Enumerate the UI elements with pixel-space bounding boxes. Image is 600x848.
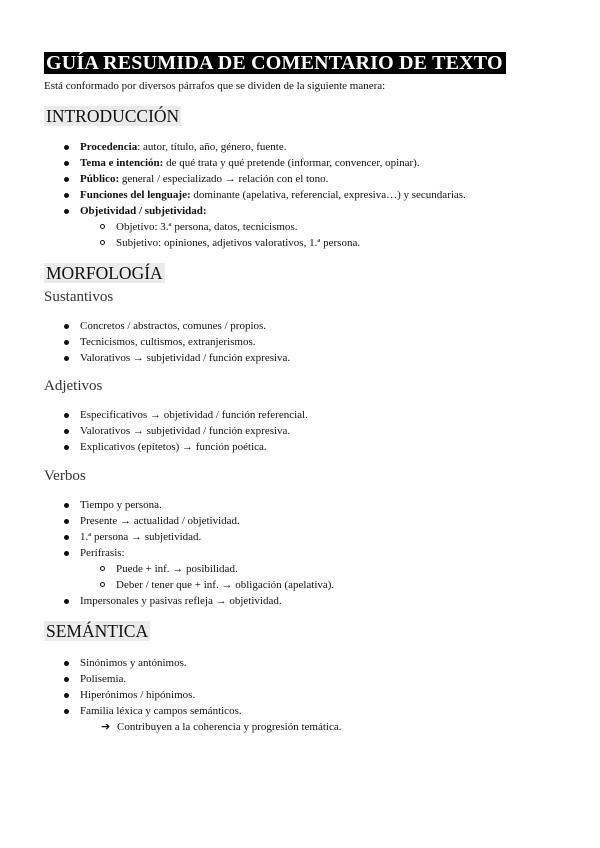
list-item: Especificativos → objetividad / función referencial. bbox=[0, 407, 560, 423]
subheading-verbos: Verbos bbox=[44, 468, 86, 484]
intro-text: Está conformado por diversos párrafos que se dividen de la siguiente manera: bbox=[44, 80, 386, 92]
list-item: Polisemia. bbox=[0, 671, 560, 687]
item-label: Tema e intención: bbox=[80, 157, 164, 169]
list-item: Concretos / abstractos, comunes / propios. bbox=[0, 318, 560, 334]
list-item: 1.ª persona → subjetividad. bbox=[0, 529, 560, 545]
item-text: de qué trata y qué pretende (informar, convencer, opinar). bbox=[163, 157, 420, 169]
item-label: Objetividad / subjetividad: bbox=[80, 205, 207, 217]
list-item bbox=[0, 187, 560, 203]
list-item: Presente → actualidad / objetividad. bbox=[0, 513, 560, 529]
list-item: Impersonales y pasivas refleja → objetividad. bbox=[0, 593, 560, 609]
subheading-sustantivos: Sustantivos bbox=[44, 289, 114, 305]
sub-list-item: Subjetivo: opiniones, adjetivos valorativos, 1.ª persona. bbox=[0, 235, 560, 251]
sub-list-item: Objetivo: 3.ª persona, datos, tecnicismos. bbox=[0, 219, 560, 235]
right-arrow-icon: ➔ bbox=[101, 720, 111, 733]
item-text: general / especializado → relación con el tono. bbox=[119, 173, 329, 185]
subheading-adjetivos: Adjetivos bbox=[44, 378, 103, 394]
list-item: Hiperónimos / hipónimos. bbox=[0, 687, 560, 703]
adjetivos-list bbox=[0, 407, 560, 455]
list-item: Sinónimos y antónimos. bbox=[0, 655, 560, 671]
item-text: dominante (apelativa, referencial, expresiva…) y secundarias. bbox=[190, 189, 466, 201]
list-item: Perífrasis: bbox=[0, 545, 560, 561]
verbos-list bbox=[0, 497, 560, 609]
document-title: GUÍA RESUMIDA DE COMENTARIO DE TEXTO bbox=[44, 52, 506, 74]
semantica-list bbox=[0, 655, 560, 735]
list-item: Tecnicismos, cultismos, extranjerismos. bbox=[0, 334, 560, 350]
arrow-note-text: Contribuyen a la coherencia y progresión temática. bbox=[117, 721, 342, 733]
list-item bbox=[0, 203, 560, 219]
list-item bbox=[0, 155, 560, 171]
list-item: Familia léxica y campos semánticos. bbox=[0, 703, 560, 719]
item-label: Procedencia bbox=[80, 141, 138, 153]
list-item bbox=[0, 139, 560, 155]
list-item: Explicativos (epítetos) → función poética. bbox=[0, 439, 560, 455]
item-text: : autor, título, año, género, fuente. bbox=[137, 141, 287, 153]
sub-list-item: Puede + inf. → posibilidad. bbox=[0, 561, 560, 577]
sub-list-item: Deber / tener que + inf. → obligación (apelativa). bbox=[0, 577, 560, 593]
list-item: Valorativos → subjetividad / función expresiva. bbox=[0, 350, 560, 366]
list-item bbox=[0, 171, 560, 187]
section-heading-semantica: SEMÁNTICA bbox=[46, 621, 149, 641]
item-label: Funciones del lenguaje: bbox=[80, 189, 191, 201]
list-item: Valorativos → subjetividad / función expresiva. bbox=[0, 423, 560, 439]
item-label: Público: bbox=[80, 173, 120, 185]
arrow-list-item bbox=[0, 719, 560, 735]
sustantivos-list bbox=[0, 318, 560, 366]
list-item: Tiempo y persona. bbox=[0, 497, 560, 513]
section-heading-introduccion: INTRODUCCIÓN bbox=[46, 106, 180, 126]
introduccion-list bbox=[0, 139, 560, 251]
section-heading-morfologia: MORFOLOGÍA bbox=[46, 263, 163, 283]
